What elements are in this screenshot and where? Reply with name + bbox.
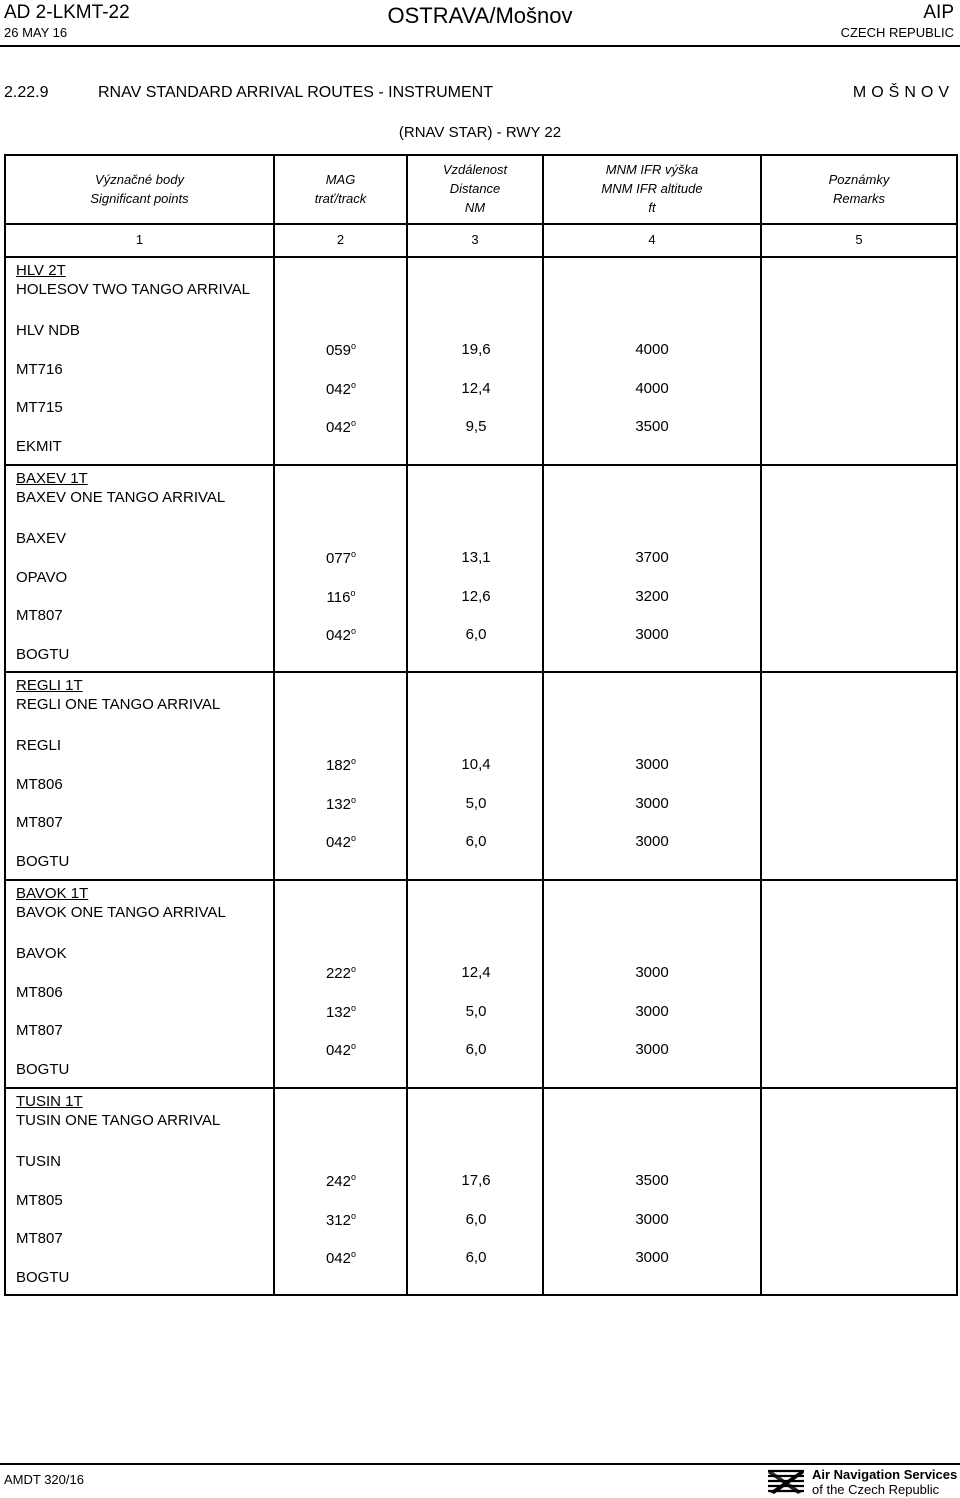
leg-distance: 6,0 xyxy=(465,1041,487,1058)
column-header-line: MNM IFR výška xyxy=(605,162,699,177)
track-value: 042 xyxy=(325,1250,351,1267)
magnetic-track xyxy=(301,1211,381,1229)
leg-distance: 6,0 xyxy=(465,833,487,850)
minimum-altitude: 3000 xyxy=(635,1210,669,1228)
minimum-altitude: 3000 xyxy=(635,1249,669,1266)
leg-distance: 6,0 xyxy=(465,1210,487,1228)
route-name: HOLESOV TWO TANGO ARRIVAL xyxy=(16,281,250,298)
significant-point: BOGTU xyxy=(16,645,70,663)
column-number: 1 xyxy=(135,232,144,247)
column-header-line: MNM IFR altitude xyxy=(601,181,703,196)
track-value: 242 xyxy=(325,1173,351,1190)
aip-label: AIP xyxy=(923,2,954,23)
organization-country: of the Czech Republic xyxy=(812,1482,940,1497)
magnetic-track xyxy=(301,833,381,851)
header-rule xyxy=(6,256,956,258)
magnetic-track xyxy=(301,1003,381,1021)
significant-point: BAXEV xyxy=(16,530,67,547)
minimum-altitude: 3000 xyxy=(635,833,669,850)
route-name: REGLI ONE TANGO ARRIVAL xyxy=(16,696,221,713)
significant-point: MT806 xyxy=(16,775,63,793)
magnetic-track xyxy=(301,418,381,436)
country-label: CZECH REPUBLIC xyxy=(840,25,954,40)
minimum-altitude: 4000 xyxy=(635,341,669,358)
leg-distance: 6,0 xyxy=(465,626,487,643)
degree-mark: o xyxy=(351,379,357,390)
significant-point: BOGTU xyxy=(16,852,70,870)
group-rule xyxy=(6,671,956,673)
track-value: 077 xyxy=(325,550,351,567)
route-designator: REGLI 1T xyxy=(16,677,83,694)
degree-mark: o xyxy=(351,418,357,428)
route-group-header xyxy=(16,884,226,922)
header-divider xyxy=(0,45,960,47)
column-divider xyxy=(760,156,762,1294)
column-header-line: Distance xyxy=(449,181,501,196)
significant-point: OPAVO xyxy=(16,568,68,586)
significant-point: MT807 xyxy=(16,814,63,831)
column-number: 5 xyxy=(855,232,863,247)
section-aerodrome: MOŠNOV xyxy=(852,84,954,101)
column-header-line: ft xyxy=(648,200,656,215)
track-value: 042 xyxy=(325,419,351,436)
degree-mark: o xyxy=(351,1002,357,1013)
minimum-altitude: 3000 xyxy=(635,1041,669,1058)
magnetic-track xyxy=(301,380,381,398)
track-value: 042 xyxy=(325,627,351,644)
track-value: 059 xyxy=(325,342,351,359)
degree-mark: o xyxy=(351,1172,357,1182)
column-number: 4 xyxy=(648,232,656,247)
significant-point: EKMIT xyxy=(16,437,62,455)
column-header-altitude xyxy=(544,160,760,217)
minimum-altitude: 3000 xyxy=(635,964,669,981)
magnetic-track xyxy=(301,1172,381,1190)
column-divider xyxy=(542,156,544,1294)
degree-mark: o xyxy=(351,1041,357,1051)
document-code: AD 2-LKMT-22 xyxy=(4,2,130,23)
track-value: 042 xyxy=(325,380,351,398)
route-designator: BAVOK 1T xyxy=(16,885,89,902)
magnetic-track xyxy=(301,626,381,644)
footer-divider xyxy=(0,1463,960,1465)
track-value: 116 xyxy=(326,588,351,606)
significant-point: MT806 xyxy=(16,983,63,1001)
significant-point: HLV NDB xyxy=(16,322,80,339)
column-header-line: Significant points xyxy=(90,191,189,206)
magnetic-track xyxy=(301,1041,381,1059)
track-value: 222 xyxy=(325,965,351,982)
magnetic-track xyxy=(301,588,381,606)
significant-point: REGLI xyxy=(16,737,62,754)
column-divider xyxy=(273,156,275,1294)
leg-distance: 12,6 xyxy=(461,587,491,605)
leg-distance: 13,1 xyxy=(461,549,491,566)
significant-point: MT715 xyxy=(16,399,63,416)
column-header-line: trať/track xyxy=(314,191,367,206)
route-group-header xyxy=(16,261,250,299)
degree-mark: o xyxy=(351,756,357,766)
minimum-altitude: 3700 xyxy=(635,549,669,566)
degree-mark: o xyxy=(351,626,357,636)
track-value: 132 xyxy=(325,795,351,813)
organization-name: Air Navigation Services xyxy=(812,1467,958,1482)
significant-point: MT805 xyxy=(16,1191,63,1209)
route-name: BAVOK ONE TANGO ARRIVAL xyxy=(16,904,226,921)
amendment-number: AMDT 320/16 xyxy=(4,1472,84,1487)
magnetic-track xyxy=(301,795,381,813)
leg-distance: 9,5 xyxy=(465,418,487,435)
minimum-altitude: 3000 xyxy=(635,794,669,812)
column-header-line: NM xyxy=(464,200,486,215)
column-header-track xyxy=(275,170,406,208)
magnetic-track xyxy=(301,1249,381,1267)
track-value: 042 xyxy=(325,834,351,851)
degree-mark: o xyxy=(351,549,357,559)
significant-point: MT807 xyxy=(16,1230,63,1247)
document-date: 26 MAY 16 xyxy=(4,25,68,40)
route-name: TUSIN ONE TANGO ARRIVAL xyxy=(16,1112,221,1129)
minimum-altitude: 3500 xyxy=(635,418,669,435)
degree-mark: o xyxy=(351,1210,357,1221)
leg-distance: 17,6 xyxy=(461,1172,491,1189)
column-header-points xyxy=(6,170,273,208)
leg-distance: 5,0 xyxy=(465,1002,487,1020)
leg-distance: 12,4 xyxy=(461,379,491,397)
column-header-line: Význačné body xyxy=(95,172,184,187)
magnetic-track xyxy=(301,549,381,567)
group-rule xyxy=(6,1087,956,1089)
degree-mark: o xyxy=(351,964,357,974)
degree-mark: o xyxy=(351,1249,357,1259)
degree-mark: o xyxy=(351,833,357,843)
minimum-altitude: 3000 xyxy=(635,756,669,773)
minimum-altitude: 3000 xyxy=(635,1002,669,1020)
route-name: BAXEV ONE TANGO ARRIVAL xyxy=(16,489,226,506)
significant-point: BOGTU xyxy=(16,1060,70,1078)
significant-point: MT716 xyxy=(16,360,63,378)
minimum-altitude: 3500 xyxy=(635,1172,669,1189)
section-number: 2.22.9 xyxy=(4,84,49,101)
minimum-altitude: 3000 xyxy=(635,626,669,643)
column-divider xyxy=(406,156,408,1294)
degree-mark: o xyxy=(350,587,356,598)
track-value: 132 xyxy=(325,1003,351,1021)
aerodrome-title: OSTRAVA/Mošnov xyxy=(387,3,573,28)
significant-point: MT807 xyxy=(16,1022,63,1039)
track-value: 312 xyxy=(325,1211,351,1229)
magnetic-track xyxy=(301,756,381,774)
leg-distance: 6,0 xyxy=(465,1249,487,1266)
route-designator: BAXEV 1T xyxy=(16,470,88,487)
column-header-line: Vzdálenost xyxy=(442,162,508,177)
significant-point: BAVOK xyxy=(16,945,67,962)
group-rule xyxy=(6,879,956,881)
track-value: 042 xyxy=(325,1042,351,1059)
leg-distance: 12,4 xyxy=(461,964,491,981)
magnetic-track xyxy=(301,964,381,982)
section-subtitle: (RNAV STAR) - RWY 22 xyxy=(398,124,562,141)
route-designator: HLV 2T xyxy=(16,262,66,279)
degree-mark: o xyxy=(351,794,357,805)
significant-point: BOGTU xyxy=(16,1268,70,1286)
magnetic-track xyxy=(301,341,381,359)
section-title: RNAV STANDARD ARRIVAL ROUTES - INSTRUMENT xyxy=(98,84,493,101)
column-header-remarks xyxy=(762,170,956,208)
header-rule xyxy=(6,223,956,225)
route-group-header xyxy=(16,1092,220,1130)
column-header-line: MAG xyxy=(325,172,356,187)
route-group-header xyxy=(16,676,220,714)
significant-point: TUSIN xyxy=(16,1153,61,1170)
column-number: 3 xyxy=(471,232,479,247)
significant-point: MT807 xyxy=(16,607,63,624)
minimum-altitude: 4000 xyxy=(635,379,669,397)
degree-mark: o xyxy=(351,341,357,351)
leg-distance: 19,6 xyxy=(461,341,491,358)
track-value: 182 xyxy=(325,757,351,774)
minimum-altitude: 3200 xyxy=(635,587,669,605)
route-designator: TUSIN 1T xyxy=(16,1093,83,1110)
leg-distance: 10,4 xyxy=(461,756,491,773)
leg-distance: 5,0 xyxy=(465,794,487,812)
group-rule xyxy=(6,464,956,466)
column-header-line: Poznámky xyxy=(828,172,890,187)
column-header-distance xyxy=(408,160,542,217)
column-number: 2 xyxy=(336,232,345,247)
column-header-line: Remarks xyxy=(832,191,885,206)
star-table xyxy=(4,154,958,1296)
ans-logo-icon xyxy=(766,1468,806,1494)
route-group-header xyxy=(16,469,225,507)
